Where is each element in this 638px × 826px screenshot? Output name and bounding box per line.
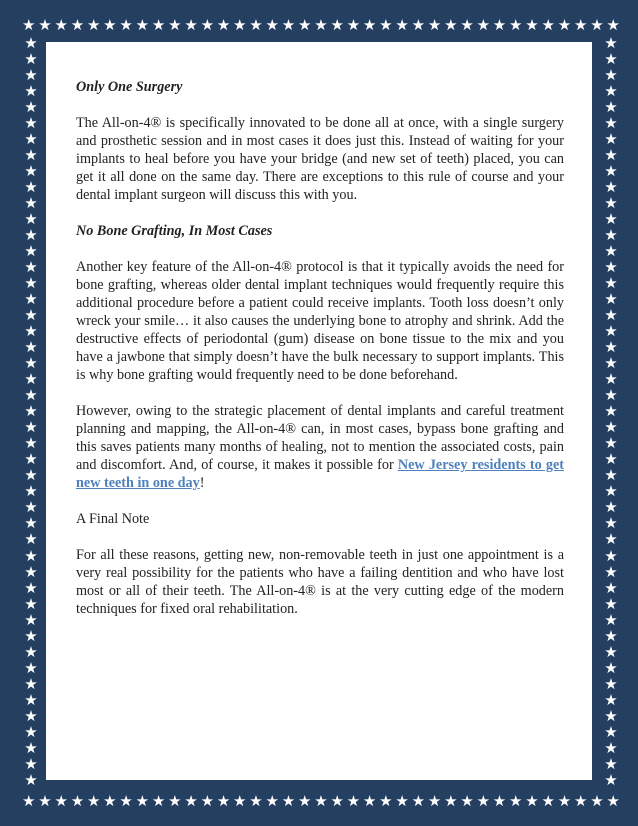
star-icon: ★	[233, 792, 247, 810]
star-icon: ★	[24, 82, 38, 101]
star-icon: ★	[362, 792, 377, 810]
star-icon: ★	[604, 610, 618, 629]
star-icon: ★	[604, 66, 618, 85]
star-icon: ★	[557, 16, 572, 34]
star-icon: ★	[135, 792, 150, 810]
star-icon: ★	[70, 792, 85, 810]
star-icon: ★	[330, 792, 344, 810]
star-icon: ★	[168, 16, 182, 34]
star-icon: ★	[604, 178, 618, 197]
star-icon: ★	[24, 642, 38, 661]
star-icon: ★	[604, 226, 618, 245]
star-icon: ★	[604, 82, 618, 101]
star-icon: ★	[24, 402, 38, 421]
star-icon: ★	[604, 434, 618, 453]
star-icon: ★	[411, 16, 426, 34]
star-icon: ★	[557, 792, 572, 810]
star-icon: ★	[86, 792, 101, 810]
star-icon: ★	[151, 16, 166, 34]
star-icon: ★	[604, 338, 618, 357]
star-icon: ★	[444, 16, 458, 34]
star-icon: ★	[590, 16, 604, 34]
star-icon: ★	[604, 482, 618, 501]
star-icon: ★	[604, 466, 618, 485]
star-icon: ★	[604, 498, 618, 517]
star-icon: ★	[24, 626, 38, 645]
star-icon: ★	[604, 514, 618, 533]
star-icon: ★	[346, 16, 361, 34]
star-icon: ★	[24, 658, 38, 677]
document-page	[46, 42, 592, 780]
star-icon: ★	[604, 738, 618, 757]
star-icon: ★	[460, 16, 474, 34]
star-icon: ★	[604, 194, 618, 213]
star-icon: ★	[24, 594, 38, 613]
star-icon: ★	[604, 690, 618, 709]
star-icon: ★	[24, 274, 38, 293]
star-icon: ★	[604, 98, 618, 117]
star-icon: ★	[24, 322, 38, 341]
star-icon: ★	[24, 546, 38, 565]
star-icon: ★	[24, 210, 38, 229]
star-icon: ★	[509, 16, 523, 34]
star-icon: ★	[249, 792, 263, 810]
star-icon: ★	[460, 792, 474, 810]
star-icon: ★	[24, 562, 38, 581]
new-jersey-teeth-link[interactable]: New Jersey residents to get new teeth in one day	[76, 457, 564, 491]
paragraph-bypass-grafting	[76, 402, 564, 492]
star-icon: ★	[492, 792, 507, 810]
star-icon: ★	[604, 50, 618, 69]
star-icon: ★	[24, 370, 38, 389]
star-icon: ★	[24, 306, 38, 325]
star-icon: ★	[346, 792, 361, 810]
star-icon: ★	[281, 16, 296, 34]
star-icon: ★	[604, 258, 618, 277]
star-icon: ★	[249, 16, 263, 34]
star-icon: ★	[24, 690, 38, 709]
star-icon: ★	[38, 792, 52, 810]
star-icon: ★	[38, 16, 52, 34]
star-border-top	[22, 16, 620, 34]
star-icon: ★	[24, 754, 38, 773]
star-icon: ★	[604, 562, 618, 581]
star-icon: ★	[604, 450, 618, 469]
star-icon: ★	[604, 626, 618, 645]
star-icon: ★	[379, 16, 393, 34]
paragraph-bone-grafting: Another key feature of the All-on-4® protocol is that it typically avoids the need for bone grafting, whereas older dental implant techniques would frequently require this additional procedure before a patient could receive implants. Tooth loss doesn’t only wreck your smile… it also causes the underlying bone to atrophy and shrink. Add the destructive effects of periodontal (gum) disease on bone tissue to the mix and you have a jawbone that simply doesn’t have the bulk necessary to support implants. This is why bone grafting would frequently need to be done beforehand.	[76, 259, 564, 383]
star-icon: ★	[411, 792, 426, 810]
star-icon: ★	[476, 16, 491, 34]
star-icon: ★	[604, 594, 618, 613]
section-heading-no-bone-grafting: No Bone Grafting, In Most Cases	[76, 223, 273, 239]
star-icon: ★	[604, 402, 618, 421]
star-icon: ★	[330, 16, 344, 34]
star-icon: ★	[24, 674, 38, 693]
document-content	[76, 78, 564, 636]
star-icon: ★	[24, 418, 38, 437]
star-icon: ★	[54, 792, 68, 810]
star-icon: ★	[24, 242, 38, 261]
paragraph-only-one-surgery: The All-on-4® is specifically innovated to be done all at once, with a single surgery and prosthetic session and in most cases it does just this. Instead of waiting for your implants to heal before you have your bridge (and new set of teeth) placed, you can get it all done on the same day. There are exceptions to this rule of course and your dental implant surgeon will discuss this with you.	[76, 115, 564, 203]
star-icon: ★	[24, 722, 38, 741]
star-icon: ★	[362, 16, 377, 34]
star-icon: ★	[24, 226, 38, 245]
star-icon: ★	[200, 792, 215, 810]
star-icon: ★	[184, 792, 198, 810]
star-icon: ★	[573, 792, 588, 810]
star-icon: ★	[119, 16, 133, 34]
section-heading-only-one-surgery: Only One Surgery	[76, 79, 183, 95]
star-icon: ★	[314, 16, 328, 34]
star-icon: ★	[22, 16, 36, 34]
star-icon: ★	[604, 578, 618, 597]
star-icon: ★	[604, 530, 618, 549]
star-icon: ★	[24, 738, 38, 757]
star-icon: ★	[604, 290, 618, 309]
star-icon: ★	[184, 16, 198, 34]
star-icon: ★	[604, 114, 618, 133]
star-icon: ★	[604, 274, 618, 293]
star-icon: ★	[604, 674, 618, 693]
star-icon: ★	[24, 354, 38, 373]
star-icon: ★	[265, 792, 279, 810]
star-icon: ★	[509, 792, 523, 810]
paragraph-final-note: For all these reasons, getting new, non-removable teeth in just one appointment is a very real possibility for the patients who have a failing dentition and who have lost most or all of their teeth. The All-on-4® is at the very cutting edge of the modern techniques for fixed oral rehabilitation.	[76, 547, 564, 617]
star-border-right	[602, 36, 620, 788]
star-icon: ★	[24, 434, 38, 453]
star-icon: ★	[24, 578, 38, 597]
star-icon: ★	[604, 306, 618, 325]
star-icon: ★	[604, 418, 618, 437]
star-icon: ★	[379, 792, 393, 810]
star-icon: ★	[24, 114, 38, 133]
star-icon: ★	[314, 792, 328, 810]
star-icon: ★	[22, 792, 36, 810]
star-icon: ★	[604, 386, 618, 405]
star-icon: ★	[24, 162, 38, 181]
star-icon: ★	[24, 610, 38, 629]
star-icon: ★	[24, 482, 38, 501]
star-icon: ★	[24, 178, 38, 197]
star-icon: ★	[86, 16, 101, 34]
paragraph-bypass-end: !	[199, 475, 205, 491]
star-icon: ★	[604, 242, 618, 261]
star-icon: ★	[604, 210, 618, 229]
section-heading-final-note: A Final Note	[76, 511, 150, 527]
star-icon: ★	[297, 792, 312, 810]
star-icon: ★	[606, 16, 620, 34]
star-icon: ★	[395, 792, 409, 810]
star-icon: ★	[24, 50, 38, 69]
star-icon: ★	[24, 498, 38, 517]
star-icon: ★	[24, 770, 38, 789]
star-icon: ★	[604, 546, 618, 565]
star-icon: ★	[604, 162, 618, 181]
star-icon: ★	[604, 754, 618, 773]
star-icon: ★	[427, 16, 442, 34]
star-icon: ★	[444, 792, 458, 810]
star-icon: ★	[492, 16, 507, 34]
star-icon: ★	[604, 658, 618, 677]
star-icon: ★	[151, 792, 166, 810]
star-icon: ★	[24, 34, 38, 52]
star-icon: ★	[24, 258, 38, 277]
star-icon: ★	[24, 386, 38, 405]
star-icon: ★	[604, 146, 618, 165]
star-icon: ★	[24, 450, 38, 469]
star-icon: ★	[24, 466, 38, 485]
star-icon: ★	[70, 16, 85, 34]
star-icon: ★	[24, 98, 38, 117]
star-icon: ★	[297, 16, 312, 34]
star-icon: ★	[604, 722, 618, 741]
star-icon: ★	[525, 16, 539, 34]
star-icon: ★	[103, 792, 117, 810]
star-icon: ★	[604, 642, 618, 661]
star-icon: ★	[590, 792, 604, 810]
star-icon: ★	[233, 16, 247, 34]
star-border-bottom	[22, 792, 620, 810]
star-icon: ★	[604, 770, 618, 789]
star-icon: ★	[24, 66, 38, 85]
star-icon: ★	[200, 16, 215, 34]
star-icon: ★	[395, 16, 409, 34]
star-icon: ★	[604, 34, 618, 52]
star-icon: ★	[604, 706, 618, 725]
star-icon: ★	[24, 514, 38, 533]
star-icon: ★	[24, 338, 38, 357]
star-icon: ★	[168, 792, 182, 810]
star-icon: ★	[427, 792, 442, 810]
star-icon: ★	[525, 792, 539, 810]
star-icon: ★	[24, 290, 38, 309]
star-border-left	[22, 36, 40, 788]
star-icon: ★	[24, 194, 38, 213]
star-icon: ★	[24, 706, 38, 725]
star-icon: ★	[541, 792, 555, 810]
star-icon: ★	[604, 370, 618, 389]
star-icon: ★	[606, 792, 620, 810]
star-icon: ★	[24, 146, 38, 165]
star-icon: ★	[476, 792, 491, 810]
star-icon: ★	[216, 16, 231, 34]
star-icon: ★	[24, 530, 38, 549]
paragraph-bypass-text: However, owing to the strategic placement of dental implants and careful treatment planning and mapping, the All-on-4® can, in most cases, bypass bone grafting and this saves patients many months of healing, not to mention the associated costs, pain and discomfort. And, of course, it makes it possible for	[76, 403, 564, 473]
star-icon: ★	[604, 354, 618, 373]
star-icon: ★	[216, 792, 231, 810]
star-icon: ★	[54, 16, 68, 34]
star-icon: ★	[541, 16, 555, 34]
star-icon: ★	[604, 130, 618, 149]
star-icon: ★	[265, 16, 279, 34]
star-icon: ★	[135, 16, 150, 34]
star-icon: ★	[281, 792, 296, 810]
star-icon: ★	[24, 130, 38, 149]
star-icon: ★	[103, 16, 117, 34]
star-icon: ★	[604, 322, 618, 341]
star-icon: ★	[119, 792, 133, 810]
star-icon: ★	[573, 16, 588, 34]
